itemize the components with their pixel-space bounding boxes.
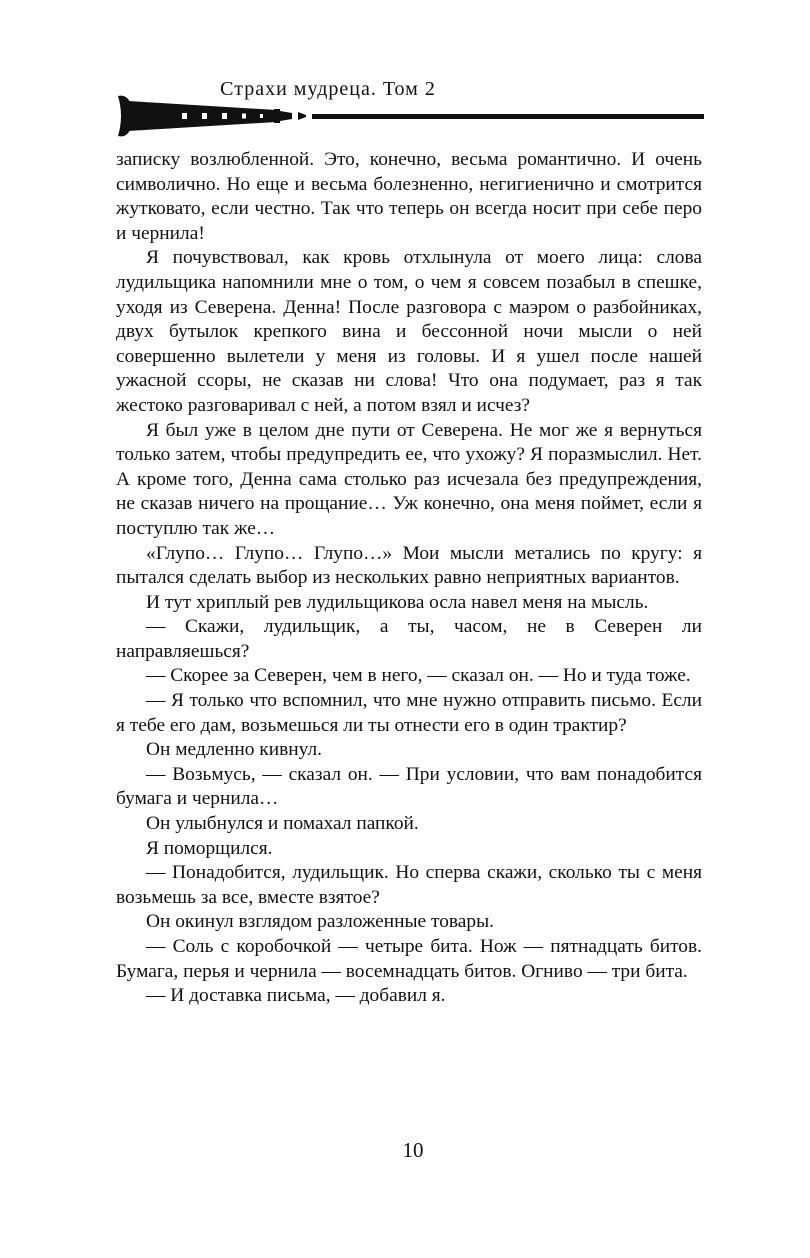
paragraph: записку возлюбленной. Это, конечно, весьма романтично. И очень символично. Но еще и весьма болезненно, негигиенично и смотрится жутковато, если честно. Так что теперь он всегда носит при себе перо и чернила! bbox=[116, 149, 702, 244]
paragraph: И тут хриплый рев лудильщикова осла навел меня на мысль. bbox=[146, 591, 649, 613]
paragraph: Он окинул взглядом разложенные товары. bbox=[146, 911, 494, 933]
paragraph: — Скорее за Северен, чем в него, — сказал он. — Но и туда тоже. bbox=[146, 665, 691, 687]
header-rule-line bbox=[312, 114, 704, 119]
paragraph: — Понадобится, лудильщик. Но сперва скажи, сколько ты с меня возьмешь за все, вместе взятое? bbox=[116, 862, 702, 908]
paragraph: Я почувствовал, как кровь отхлынула от моего лица: слова лудильщика напомнили мне о том, о чем я совсем позабыл в спешке, уходя из Северена. Денна! После разговора с маэром о разбойниках, двух бутылок крепкого вина и бессонной ночи мысли о ней совершенно вылетели у меня из головы. И я ушел после нашей ужасной ссоры, не сказав ни слова! Что она подумает, раз я так жестоко разговаривал с ней, а потом взял и исчез? bbox=[116, 247, 702, 416]
body-text bbox=[116, 148, 702, 1009]
paragraph: Он медленно кивнул. bbox=[146, 739, 322, 761]
horn-ornament-rule bbox=[116, 94, 706, 138]
page-number: 10 bbox=[402, 1138, 424, 1162]
paragraph: «Глупо… Глупо… Глупо…» Мои мысли метались по кругу: я пытался сделать выбор из нескольких равно неприятных вариантов. bbox=[116, 542, 702, 589]
paragraph: — Соль с коробочкой — четыре бита. Нож — пятнадцать битов. Бумага, перья и чернила — восемнадцать битов. Огниво — три бита. bbox=[116, 936, 702, 982]
paragraph: Я был уже в целом дне пути от Северена. Не мог же я вернуться только затем, чтобы предупредить ее, что ухожу? Я поразмыслил. Нет. А кроме того, Денна сама столько раз исчезала без предупреждения, не сказав ничего на прощание… Уж конечно, она меня поймет, если я поступлю так же… bbox=[116, 419, 702, 539]
paragraph: Я поморщился. bbox=[146, 837, 273, 859]
paragraph: — И доставка письма, — добавил я. bbox=[146, 985, 446, 1007]
paragraph: — Возьмусь, — сказал он. — При условии, что вам понадобится бумага и чернила… bbox=[116, 763, 702, 810]
running-header-title: Страхи мудреца. Том 2 bbox=[220, 78, 436, 100]
paragraph: — Я только что вспомнил, что мне нужно отправить письмо. Если я тебе его дам, возьмешься ли ты отнести его в один трактир? bbox=[116, 690, 702, 736]
paragraph: — Скажи, лудильщик, а ты, часом, не в Северен ли направляешься? bbox=[116, 616, 702, 662]
paragraph: Он улыбнулся и помахал папкой. bbox=[146, 813, 419, 835]
